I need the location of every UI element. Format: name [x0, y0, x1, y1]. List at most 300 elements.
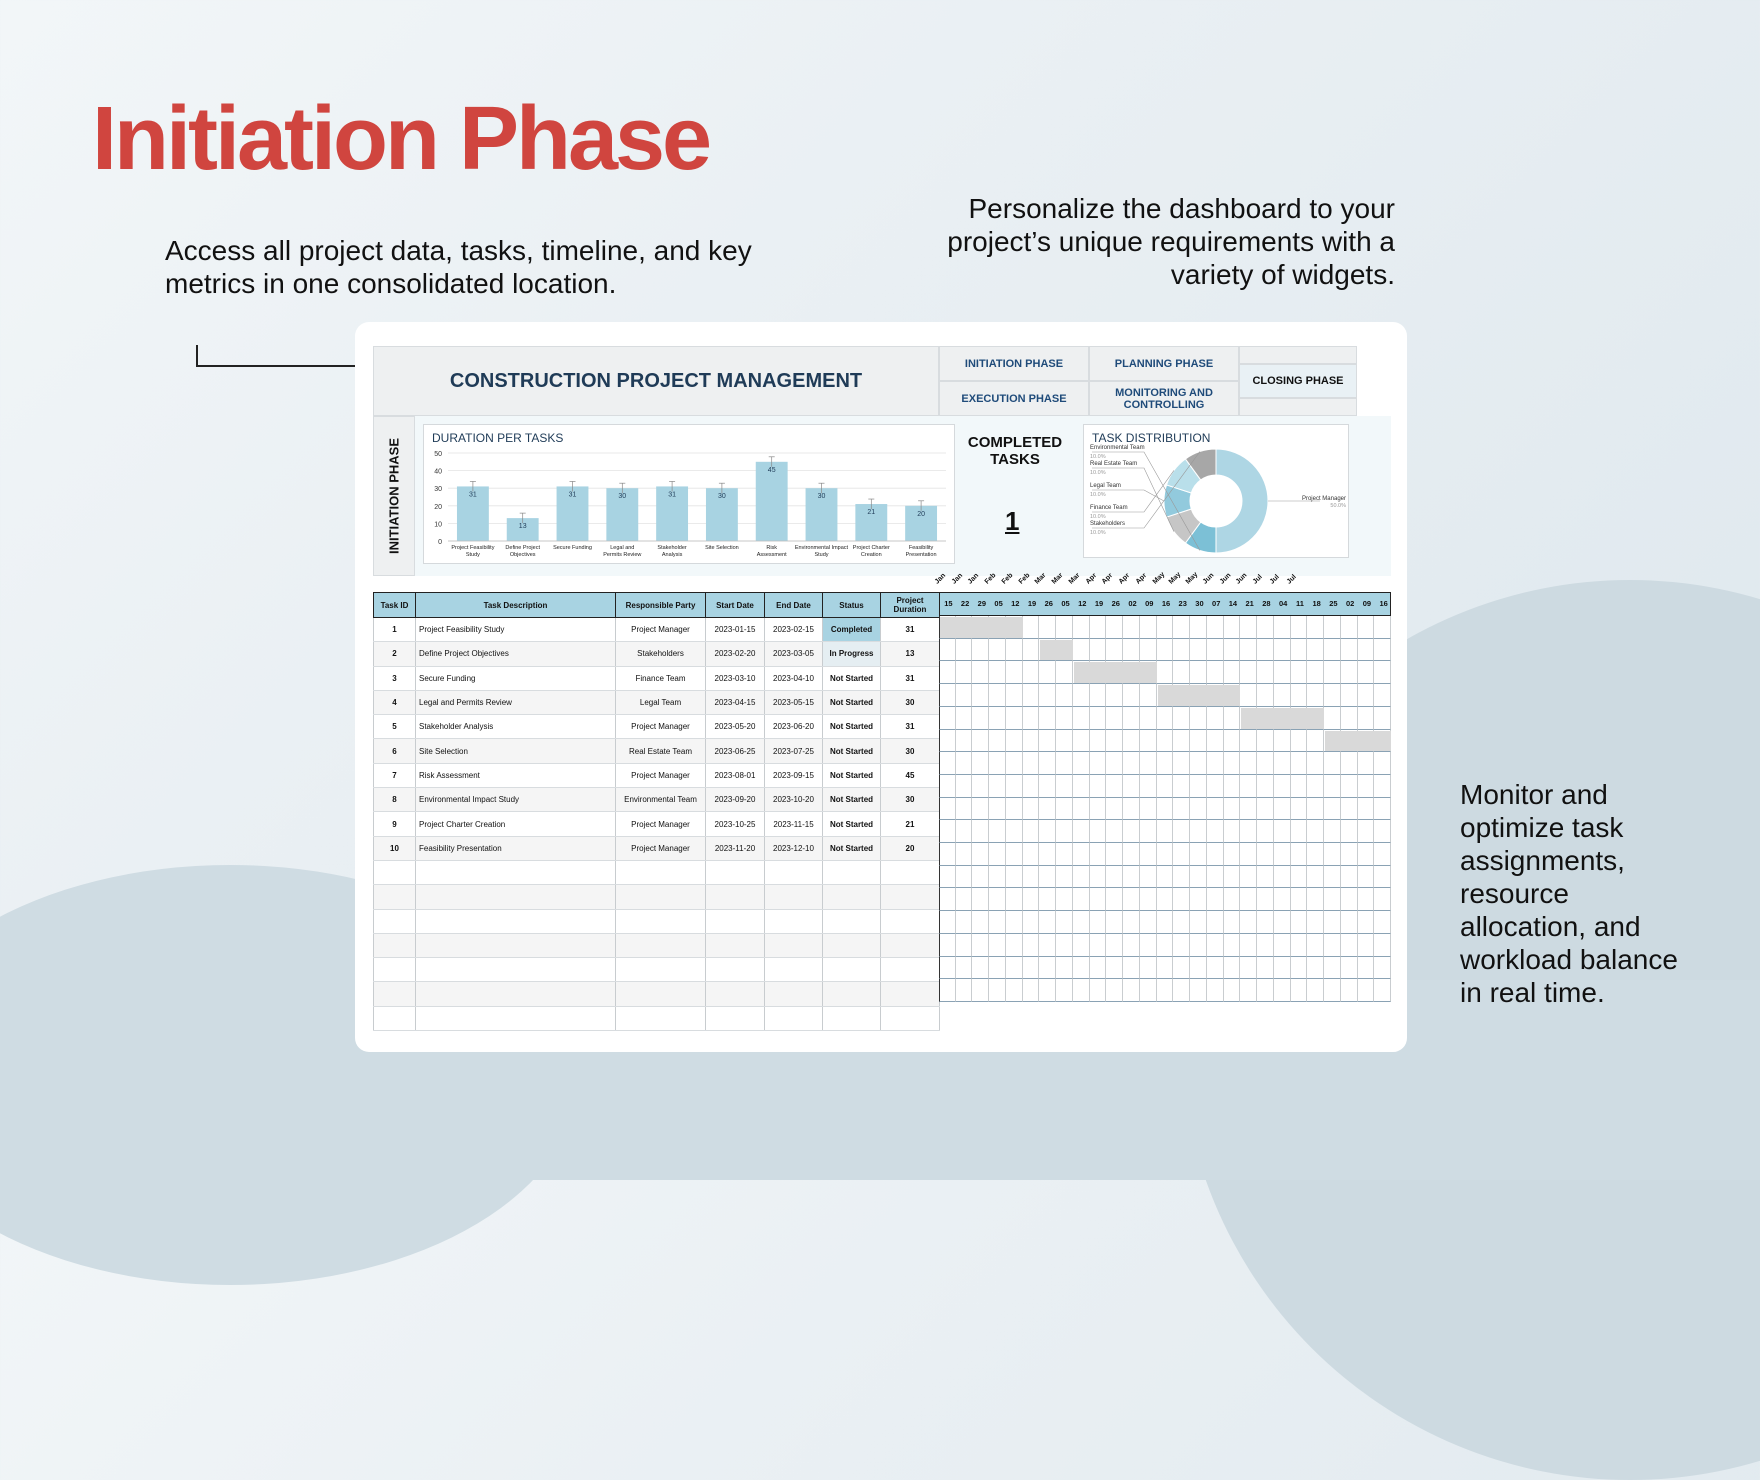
gantt-cell[interactable] — [1190, 661, 1207, 684]
gantt-cell[interactable] — [1307, 820, 1324, 843]
gantt-cell[interactable] — [1039, 820, 1056, 843]
gantt-cell[interactable] — [1123, 888, 1140, 911]
gantt-cell[interactable] — [1106, 934, 1123, 957]
gantt-cell[interactable] — [1140, 707, 1157, 730]
start-date-cell[interactable]: 2023-05-20 — [706, 715, 765, 739]
gantt-cell[interactable] — [1224, 934, 1241, 957]
gantt-cell[interactable] — [1240, 775, 1257, 798]
gantt-cell[interactable] — [1274, 661, 1291, 684]
gantt-cell[interactable] — [1140, 639, 1157, 662]
gantt-cell[interactable] — [1090, 639, 1107, 662]
gantt-cell[interactable] — [1374, 775, 1391, 798]
gantt-cell[interactable] — [956, 979, 973, 1002]
gantt-cell[interactable] — [1207, 707, 1224, 730]
gantt-cell[interactable] — [1157, 752, 1174, 775]
responsible-party-cell[interactable]: Project Manager — [616, 618, 706, 642]
gantt-cell[interactable] — [1291, 684, 1308, 707]
end-date-cell[interactable]: 2023-03-05 — [765, 642, 823, 666]
gantt-cell[interactable] — [1090, 752, 1107, 775]
gantt-cell[interactable] — [972, 866, 989, 889]
gantt-cell[interactable] — [1123, 979, 1140, 1002]
gantt-cell[interactable] — [956, 798, 973, 821]
gantt-cell[interactable] — [1324, 707, 1341, 730]
gantt-cell[interactable] — [1257, 730, 1274, 753]
gantt-cell[interactable] — [1039, 957, 1056, 980]
empty-cell[interactable] — [374, 982, 416, 1006]
gantt-cell[interactable] — [1123, 775, 1140, 798]
col-task-id[interactable]: Task ID — [374, 593, 416, 618]
gantt-cell[interactable] — [956, 730, 973, 753]
duration-cell[interactable]: 30 — [881, 788, 940, 812]
status-cell[interactable]: Not Started — [823, 666, 881, 690]
gantt-cell[interactable] — [1090, 707, 1107, 730]
gantt-cell[interactable] — [1190, 888, 1207, 911]
gantt-cell[interactable] — [1358, 684, 1375, 707]
end-date-cell[interactable]: 2023-11-15 — [765, 812, 823, 836]
gantt-cell[interactable] — [1006, 820, 1023, 843]
responsible-party-cell[interactable]: Project Manager — [616, 812, 706, 836]
gantt-cell[interactable] — [939, 820, 956, 843]
gantt-cell[interactable] — [1157, 616, 1174, 639]
start-date-cell[interactable]: 2023-03-10 — [706, 666, 765, 690]
gantt-cell[interactable] — [1023, 798, 1040, 821]
gantt-cell[interactable] — [1307, 661, 1324, 684]
gantt-cell[interactable] — [1106, 979, 1123, 1002]
gantt-cell[interactable] — [1073, 616, 1090, 639]
gantt-cell[interactable] — [1341, 843, 1358, 866]
gantt-cell[interactable] — [1358, 820, 1375, 843]
tab-monitoring-controlling[interactable]: MONITORING AND CONTROLLING — [1089, 381, 1239, 416]
start-date-cell[interactable]: 2023-04-15 — [706, 690, 765, 714]
gantt-cell[interactable] — [1324, 911, 1341, 934]
gantt-cell[interactable] — [972, 684, 989, 707]
gantt-cell[interactable] — [1023, 730, 1040, 753]
task-description-cell[interactable]: Site Selection — [416, 739, 616, 763]
duration-cell[interactable]: 31 — [881, 666, 940, 690]
gantt-cell[interactable] — [1190, 957, 1207, 980]
gantt-cell[interactable] — [1240, 843, 1257, 866]
gantt-cell[interactable] — [1056, 752, 1073, 775]
gantt-cell[interactable] — [1190, 730, 1207, 753]
gantt-cell[interactable] — [1324, 798, 1341, 821]
empty-cell[interactable] — [881, 885, 940, 909]
duration-cell[interactable]: 31 — [881, 618, 940, 642]
gantt-cell[interactable] — [1224, 661, 1241, 684]
gantt-cell[interactable] — [1173, 979, 1190, 1002]
gantt-cell[interactable] — [1173, 707, 1190, 730]
gantt-cell[interactable] — [1224, 820, 1241, 843]
gantt-cell[interactable] — [989, 866, 1006, 889]
gantt-cell[interactable] — [989, 820, 1006, 843]
gantt-cell[interactable] — [989, 752, 1006, 775]
gantt-cell[interactable] — [1341, 775, 1358, 798]
gantt-cell[interactable] — [1056, 775, 1073, 798]
gantt-cell[interactable] — [1291, 775, 1308, 798]
task-description-cell[interactable]: Feasibility Presentation — [416, 836, 616, 860]
gantt-bar[interactable] — [940, 617, 1023, 638]
gantt-cell[interactable] — [1090, 775, 1107, 798]
empty-cell[interactable] — [416, 982, 616, 1006]
gantt-cell[interactable] — [939, 752, 956, 775]
gantt-cell[interactable] — [1173, 934, 1190, 957]
gantt-cell[interactable] — [972, 775, 989, 798]
gantt-cell[interactable] — [1374, 752, 1391, 775]
task-id-cell[interactable]: 1 — [374, 618, 416, 642]
gantt-cell[interactable] — [989, 798, 1006, 821]
empty-cell[interactable] — [706, 909, 765, 933]
table-row[interactable] — [374, 812, 940, 836]
gantt-cell[interactable] — [1023, 661, 1040, 684]
task-description-cell[interactable]: Secure Funding — [416, 666, 616, 690]
end-date-cell[interactable]: 2023-09-15 — [765, 763, 823, 787]
start-date-cell[interactable]: 2023-10-25 — [706, 812, 765, 836]
gantt-cell[interactable] — [956, 775, 973, 798]
gantt-cell[interactable] — [1106, 730, 1123, 753]
gantt-cell[interactable] — [1023, 820, 1040, 843]
gantt-cell[interactable] — [1157, 798, 1174, 821]
gantt-cell[interactable] — [956, 684, 973, 707]
table-row-empty[interactable] — [374, 958, 940, 982]
gantt-cell[interactable] — [1157, 843, 1174, 866]
gantt-cell[interactable] — [989, 775, 1006, 798]
gantt-cell[interactable] — [1157, 888, 1174, 911]
gantt-cell[interactable] — [1039, 866, 1056, 889]
gantt-cell[interactable] — [1324, 616, 1341, 639]
gantt-cell[interactable] — [1039, 843, 1056, 866]
start-date-cell[interactable]: 2023-06-25 — [706, 739, 765, 763]
duration-cell[interactable]: 13 — [881, 642, 940, 666]
responsible-party-cell[interactable]: Project Manager — [616, 836, 706, 860]
gantt-cell[interactable] — [1224, 911, 1241, 934]
gantt-cell[interactable] — [1123, 911, 1140, 934]
task-id-cell[interactable]: 5 — [374, 715, 416, 739]
task-description-cell[interactable]: Project Feasibility Study — [416, 618, 616, 642]
gantt-cell[interactable] — [1240, 888, 1257, 911]
gantt-cell[interactable] — [1341, 684, 1358, 707]
gantt-cell[interactable] — [1123, 820, 1140, 843]
gantt-cell[interactable] — [1374, 798, 1391, 821]
empty-cell[interactable] — [416, 885, 616, 909]
gantt-cell[interactable] — [1123, 957, 1140, 980]
gantt-cell[interactable] — [1073, 775, 1090, 798]
gantt-cell[interactable] — [1173, 911, 1190, 934]
gantt-cell[interactable] — [1190, 798, 1207, 821]
gantt-cell[interactable] — [1240, 911, 1257, 934]
gantt-cell[interactable] — [1307, 798, 1324, 821]
gantt-cell[interactable] — [1240, 639, 1257, 662]
empty-cell[interactable] — [823, 1006, 881, 1030]
empty-cell[interactable] — [616, 1006, 706, 1030]
gantt-cell[interactable] — [1106, 616, 1123, 639]
gantt-cell[interactable] — [1207, 911, 1224, 934]
gantt-cell[interactable] — [1056, 911, 1073, 934]
gantt-cell[interactable] — [989, 934, 1006, 957]
gantt-cell[interactable] — [1056, 934, 1073, 957]
gantt-cell[interactable] — [1023, 752, 1040, 775]
gantt-cell[interactable] — [1358, 934, 1375, 957]
gantt-cell[interactable] — [1291, 661, 1308, 684]
gantt-cell[interactable] — [1240, 866, 1257, 889]
gantt-cell[interactable] — [1090, 866, 1107, 889]
gantt-cell[interactable] — [939, 957, 956, 980]
gantt-cell[interactable] — [1039, 707, 1056, 730]
col-project-duration[interactable]: Project Duration — [881, 593, 940, 618]
gantt-cell[interactable] — [1140, 979, 1157, 1002]
gantt-cell[interactable] — [989, 888, 1006, 911]
gantt-cell[interactable] — [956, 888, 973, 911]
gantt-cell[interactable] — [1073, 866, 1090, 889]
gantt-cell[interactable] — [1090, 888, 1107, 911]
gantt-cell[interactable] — [1274, 979, 1291, 1002]
gantt-cell[interactable] — [1324, 866, 1341, 889]
gantt-cell[interactable] — [1307, 684, 1324, 707]
start-date-cell[interactable]: 2023-11-20 — [706, 836, 765, 860]
gantt-cell[interactable] — [1358, 979, 1375, 1002]
gantt-cell[interactable] — [972, 911, 989, 934]
gantt-cell[interactable] — [1073, 752, 1090, 775]
table-row-empty[interactable] — [374, 933, 940, 957]
table-row[interactable] — [374, 788, 940, 812]
empty-cell[interactable] — [823, 909, 881, 933]
gantt-cell[interactable] — [939, 934, 956, 957]
gantt-cell[interactable] — [1224, 616, 1241, 639]
gantt-cell[interactable] — [1341, 752, 1358, 775]
gantt-cell[interactable] — [1358, 775, 1375, 798]
gantt-cell[interactable] — [1358, 752, 1375, 775]
task-id-cell[interactable]: 9 — [374, 812, 416, 836]
gantt-cell[interactable] — [1374, 866, 1391, 889]
gantt-cell[interactable] — [1157, 934, 1174, 957]
gantt-cell[interactable] — [1039, 730, 1056, 753]
gantt-cell[interactable] — [1190, 979, 1207, 1002]
empty-cell[interactable] — [374, 860, 416, 884]
gantt-cell[interactable] — [1140, 911, 1157, 934]
gantt-cell[interactable] — [1358, 798, 1375, 821]
gantt-cell[interactable] — [1056, 661, 1073, 684]
empty-cell[interactable] — [616, 958, 706, 982]
gantt-cell[interactable] — [1224, 843, 1241, 866]
gantt-cell[interactable] — [1324, 957, 1341, 980]
task-id-cell[interactable]: 2 — [374, 642, 416, 666]
gantt-cell[interactable] — [1291, 934, 1308, 957]
gantt-cell[interactable] — [1090, 843, 1107, 866]
gantt-cell[interactable] — [1106, 798, 1123, 821]
gantt-cell[interactable] — [1341, 979, 1358, 1002]
gantt-cell[interactable] — [1341, 820, 1358, 843]
gantt-cell[interactable] — [1257, 911, 1274, 934]
gantt-cell[interactable] — [1073, 639, 1090, 662]
gantt-cell[interactable] — [1358, 707, 1375, 730]
gantt-cell[interactable] — [1006, 934, 1023, 957]
gantt-cell[interactable] — [1106, 820, 1123, 843]
gantt-cell[interactable] — [956, 752, 973, 775]
gantt-cell[interactable] — [1257, 957, 1274, 980]
gantt-cell[interactable] — [1374, 934, 1391, 957]
status-cell[interactable]: Not Started — [823, 690, 881, 714]
gantt-cell[interactable] — [972, 820, 989, 843]
gantt-cell[interactable] — [1073, 934, 1090, 957]
gantt-cell[interactable] — [1224, 707, 1241, 730]
gantt-cell[interactable] — [1140, 866, 1157, 889]
gantt-cell[interactable] — [1274, 616, 1291, 639]
gantt-cell[interactable] — [1006, 730, 1023, 753]
gantt-cell[interactable] — [989, 957, 1006, 980]
gantt-cell[interactable] — [1274, 866, 1291, 889]
status-cell[interactable]: Not Started — [823, 788, 881, 812]
gantt-cell[interactable] — [1324, 888, 1341, 911]
gantt-cell[interactable] — [1358, 911, 1375, 934]
gantt-cell[interactable] — [1006, 957, 1023, 980]
gantt-cell[interactable] — [1240, 957, 1257, 980]
gantt-cell[interactable] — [1240, 752, 1257, 775]
gantt-cell[interactable] — [939, 888, 956, 911]
gantt-cell[interactable] — [1173, 866, 1190, 889]
gantt-cell[interactable] — [1157, 979, 1174, 1002]
gantt-cell[interactable] — [1106, 866, 1123, 889]
gantt-cell[interactable] — [1106, 843, 1123, 866]
gantt-cell[interactable] — [1190, 911, 1207, 934]
table-row-empty[interactable] — [374, 1006, 940, 1030]
empty-cell[interactable] — [881, 933, 940, 957]
gantt-cell[interactable] — [1291, 639, 1308, 662]
responsible-party-cell[interactable]: Real Estate Team — [616, 739, 706, 763]
empty-cell[interactable] — [616, 982, 706, 1006]
gantt-cell[interactable] — [1257, 979, 1274, 1002]
gantt-cell[interactable] — [1073, 843, 1090, 866]
end-date-cell[interactable]: 2023-04-10 — [765, 666, 823, 690]
gantt-cell[interactable] — [1023, 707, 1040, 730]
empty-cell[interactable] — [616, 860, 706, 884]
gantt-cell[interactable] — [1324, 979, 1341, 1002]
gantt-cell[interactable] — [989, 639, 1006, 662]
gantt-cell[interactable] — [939, 798, 956, 821]
gantt-cell[interactable] — [1056, 707, 1073, 730]
gantt-cell[interactable] — [1039, 775, 1056, 798]
gantt-cell[interactable] — [1090, 616, 1107, 639]
task-id-cell[interactable]: 6 — [374, 739, 416, 763]
gantt-cell[interactable] — [1207, 661, 1224, 684]
gantt-cell[interactable] — [1140, 843, 1157, 866]
gantt-cell[interactable] — [1123, 707, 1140, 730]
table-row-empty[interactable] — [374, 982, 940, 1006]
gantt-cell[interactable] — [1224, 730, 1241, 753]
gantt-cell[interactable] — [1056, 616, 1073, 639]
gantt-cell[interactable] — [1140, 957, 1157, 980]
empty-cell[interactable] — [823, 860, 881, 884]
gantt-cell[interactable] — [1207, 866, 1224, 889]
gantt-cell[interactable] — [1291, 979, 1308, 1002]
col-status[interactable]: Status — [823, 593, 881, 618]
gantt-cell[interactable] — [1123, 616, 1140, 639]
gantt-cell[interactable] — [972, 752, 989, 775]
table-row[interactable] — [374, 642, 940, 666]
gantt-cell[interactable] — [939, 866, 956, 889]
status-cell[interactable]: Not Started — [823, 739, 881, 763]
gantt-cell[interactable] — [1173, 775, 1190, 798]
gantt-cell[interactable] — [1190, 775, 1207, 798]
gantt-cell[interactable] — [1123, 684, 1140, 707]
gantt-cell[interactable] — [1023, 911, 1040, 934]
gantt-cell[interactable] — [939, 911, 956, 934]
status-cell[interactable]: Not Started — [823, 836, 881, 860]
gantt-cell[interactable] — [1358, 866, 1375, 889]
gantt-cell[interactable] — [1257, 798, 1274, 821]
empty-cell[interactable] — [706, 982, 765, 1006]
gantt-cell[interactable] — [1257, 934, 1274, 957]
gantt-cell[interactable] — [1274, 752, 1291, 775]
gantt-cell[interactable] — [1023, 866, 1040, 889]
empty-cell[interactable] — [416, 933, 616, 957]
gantt-cell[interactable] — [1123, 730, 1140, 753]
gantt-cell[interactable] — [956, 639, 973, 662]
empty-cell[interactable] — [374, 933, 416, 957]
gantt-cell[interactable] — [956, 843, 973, 866]
empty-cell[interactable] — [823, 885, 881, 909]
gantt-cell[interactable] — [972, 888, 989, 911]
gantt-cell[interactable] — [989, 684, 1006, 707]
tab-execution-phase[interactable]: EXECUTION PHASE — [939, 381, 1089, 416]
end-date-cell[interactable]: 2023-12-10 — [765, 836, 823, 860]
gantt-cell[interactable] — [1307, 911, 1324, 934]
empty-cell[interactable] — [881, 860, 940, 884]
gantt-cell[interactable] — [972, 957, 989, 980]
gantt-cell[interactable] — [939, 661, 956, 684]
table-row-empty[interactable] — [374, 909, 940, 933]
empty-cell[interactable] — [374, 1006, 416, 1030]
gantt-cell[interactable] — [1307, 752, 1324, 775]
gantt-cell[interactable] — [1140, 775, 1157, 798]
gantt-cell[interactable] — [1157, 866, 1174, 889]
gantt-cell[interactable] — [1006, 979, 1023, 1002]
gantt-cell[interactable] — [1123, 866, 1140, 889]
gantt-cell[interactable] — [1090, 730, 1107, 753]
gantt-cell[interactable] — [1207, 798, 1224, 821]
gantt-cell[interactable] — [1056, 843, 1073, 866]
gantt-cell[interactable] — [1039, 661, 1056, 684]
gantt-cell[interactable] — [1123, 798, 1140, 821]
gantt-cell[interactable] — [1039, 888, 1056, 911]
gantt-cell[interactable] — [1324, 661, 1341, 684]
gantt-cell[interactable] — [1257, 639, 1274, 662]
gantt-cell[interactable] — [1207, 730, 1224, 753]
gantt-cell[interactable] — [1274, 843, 1291, 866]
empty-cell[interactable] — [616, 909, 706, 933]
tab-planning-phase[interactable]: PLANNING PHASE — [1089, 346, 1239, 381]
gantt-cell[interactable] — [939, 775, 956, 798]
gantt-cell[interactable] — [1073, 684, 1090, 707]
status-cell[interactable]: Not Started — [823, 763, 881, 787]
end-date-cell[interactable]: 2023-05-15 — [765, 690, 823, 714]
duration-cell[interactable]: 30 — [881, 739, 940, 763]
gantt-cell[interactable] — [1274, 888, 1291, 911]
gantt-cell[interactable] — [1291, 798, 1308, 821]
gantt-cell[interactable] — [1173, 752, 1190, 775]
empty-cell[interactable] — [823, 958, 881, 982]
gantt-cell[interactable] — [1090, 684, 1107, 707]
start-date-cell[interactable]: 2023-09-20 — [706, 788, 765, 812]
gantt-cell[interactable] — [1274, 820, 1291, 843]
gantt-cell[interactable] — [1341, 661, 1358, 684]
gantt-cell[interactable] — [956, 911, 973, 934]
table-row[interactable] — [374, 618, 940, 642]
col-end-date[interactable]: End Date — [765, 593, 823, 618]
gantt-cell[interactable] — [1173, 730, 1190, 753]
gantt-cell[interactable] — [1324, 775, 1341, 798]
gantt-cell[interactable] — [1307, 866, 1324, 889]
empty-cell[interactable] — [823, 933, 881, 957]
gantt-cell[interactable] — [972, 730, 989, 753]
gantt-cell[interactable] — [1090, 820, 1107, 843]
